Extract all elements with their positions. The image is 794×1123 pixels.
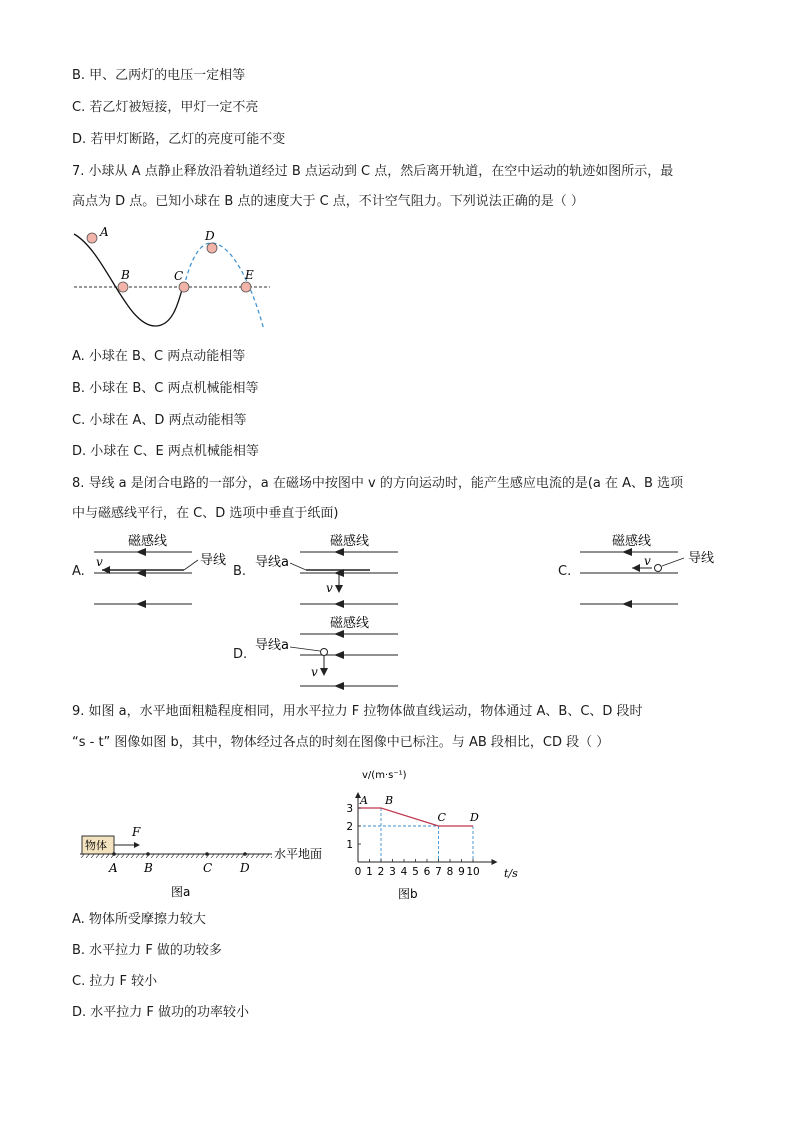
point-a: A xyxy=(109,861,118,875)
x-tick-label: 7 xyxy=(435,866,442,878)
q9-figure-a xyxy=(76,822,336,902)
q8-figure-c xyxy=(578,530,728,615)
x-tick-label: 9 xyxy=(458,866,465,878)
flight-trajectory xyxy=(184,243,264,330)
y-tick-label: 1 xyxy=(346,839,353,851)
x-tick-label: 0 xyxy=(354,866,362,878)
q8-option-a-letter: A. xyxy=(72,564,85,579)
q6-option-c: C. 若乙灯被短接，甲灯一定不亮 xyxy=(72,100,259,115)
q7-stem-line-2: 高点为 D 点。已知小球在 B 点的速度大于 C 点，不计空气阻力。下列说法正确的是（ ） xyxy=(72,194,584,209)
x-tick-label: 8 xyxy=(446,866,454,878)
x-tick-label: 4 xyxy=(400,866,408,878)
q8-figure-a xyxy=(88,530,238,615)
point-c: C xyxy=(203,861,213,875)
x-tick-label: 3 xyxy=(389,866,396,878)
q6-option-b: B. 甲、乙两灯的电压一定相等 xyxy=(72,68,246,83)
y-tick-label: 2 xyxy=(346,821,353,833)
q7-option-d: D. 小球在 C、E 两点机械能相等 xyxy=(72,444,259,459)
ball-d xyxy=(207,243,217,253)
q8-stem-line-2: 中与磁感线平行，在 C、D 选项中垂直于纸面) xyxy=(72,506,339,521)
force-label: F xyxy=(132,825,141,839)
x-axis-label: t/s xyxy=(504,867,518,880)
q8-figure-b xyxy=(252,530,402,615)
fig-b-caption: 图b xyxy=(398,887,418,901)
velocity-label: v xyxy=(96,555,103,569)
velocity-label: v xyxy=(644,554,651,568)
q9-option-c: C. 拉力 F 较小 xyxy=(72,974,158,989)
x-axis-arrow xyxy=(492,859,498,865)
label-c: C xyxy=(174,269,184,283)
ball-c xyxy=(179,282,189,292)
q9-option-a: A. 物体所受摩擦力较大 xyxy=(72,912,206,927)
label-a: A xyxy=(100,225,109,239)
y-axis-label: v/(m·s⁻¹) xyxy=(362,770,407,781)
x-tick-label: 1 xyxy=(366,866,373,878)
q9-option-d: D. 水平拉力 F 做功的功率较小 xyxy=(72,1005,250,1020)
label-b: B xyxy=(121,268,130,282)
ball-e xyxy=(241,282,251,292)
object-label: 物体 xyxy=(85,839,107,852)
ground-label: 水平地面 xyxy=(274,847,323,861)
point-label-b: B xyxy=(385,794,394,807)
q7-stem-line-1: 7. 小球从 A 点静止释放沿着轨道经过 B 点运动到 C 点，然后离开轨道，在空中运动的轨迹如图所示，最 xyxy=(72,164,674,179)
q8-option-c-letter: C. xyxy=(558,564,572,579)
q8-stem-line-1: 8. 导线 a 是闭合电路的一部分，a 在磁场中按图中 v 的方向运动时，能产生感应电流的是(a 在 A、B 选项 xyxy=(72,476,684,491)
label-d: D xyxy=(205,229,215,243)
wire-a-label: 导线a xyxy=(255,638,289,653)
y-tick-label: 3 xyxy=(346,803,353,815)
q7-option-c: C. 小球在 A、D 两点动能相等 xyxy=(72,413,247,428)
q9-stem-line-1: 9. 如图 a，水平地面粗糙程度相同，用水平拉力 F 拉物体做直线运动，物体通过 A、B、C、D 段时 xyxy=(72,704,643,719)
wire-a-label: 导线a xyxy=(255,555,289,570)
label-e: E xyxy=(245,268,254,282)
wire-cross-section xyxy=(321,649,328,656)
q8-option-d-letter: D. xyxy=(233,647,248,662)
q7-option-a: A. 小球在 B、C 两点动能相等 xyxy=(72,349,246,364)
point-label-a: A xyxy=(360,794,368,807)
q6-option-d: D. 若甲灯断路，乙灯的亮度可能不变 xyxy=(72,132,286,147)
point-d: D xyxy=(240,861,250,875)
field-label: 磁感线 xyxy=(612,534,652,549)
wire-label: 导线 xyxy=(200,553,227,568)
x-tick-label: 5 xyxy=(412,866,419,878)
ball-b xyxy=(118,282,128,292)
field-label: 磁感线 xyxy=(128,534,168,549)
q8-figure-d xyxy=(252,612,402,697)
x-tick-label: 10 xyxy=(466,866,480,878)
q9-figure-b-vt-chart xyxy=(338,764,528,902)
q7-track-figure xyxy=(66,222,276,337)
q9-stem-line-2: “s - t” 图像如图 b，其中，物体经过各点的时刻在图像中已标注。与 AB 段相比，CD 段（ ） xyxy=(72,735,610,750)
q7-option-b: B. 小球在 B、C 两点机械能相等 xyxy=(72,381,259,396)
fig-a-caption: 图a xyxy=(171,885,191,899)
field-label: 磁感线 xyxy=(330,534,370,549)
q8-option-b-letter: B. xyxy=(233,564,247,579)
field-label: 磁感线 xyxy=(330,616,370,631)
x-tick-label: 6 xyxy=(423,866,431,878)
velocity-series-line xyxy=(358,808,473,826)
point-label-d: D xyxy=(470,811,479,824)
wire-cross-section xyxy=(655,565,662,572)
point-label-c: C xyxy=(437,811,446,824)
x-tick-label: 2 xyxy=(377,866,385,878)
velocity-label: v xyxy=(311,665,318,679)
point-b: B xyxy=(144,861,153,875)
q9-option-b: B. 水平拉力 F 做的功较多 xyxy=(72,943,222,958)
ball-a xyxy=(87,233,97,243)
velocity-label: v xyxy=(326,581,333,595)
wire-label: 导线 xyxy=(688,551,715,566)
